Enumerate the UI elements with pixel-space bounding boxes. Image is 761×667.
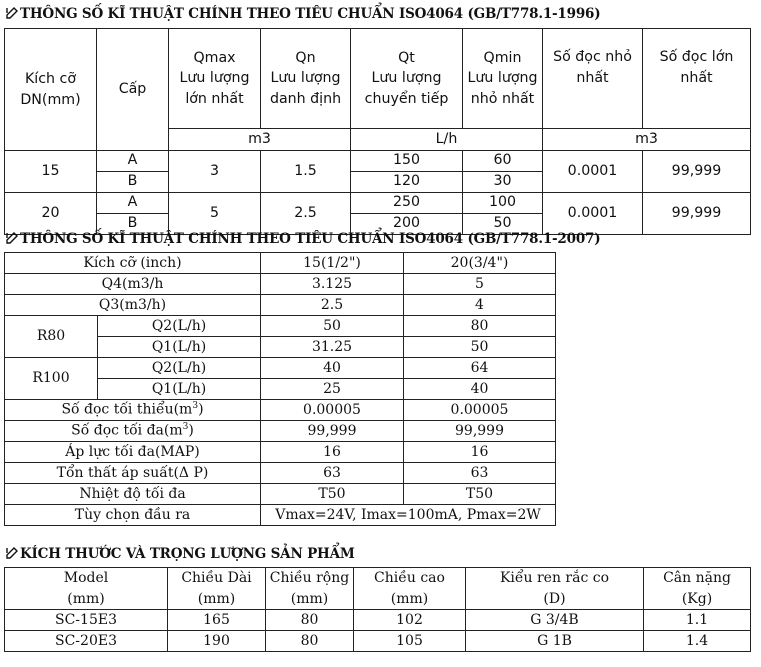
- r100-q2-v1: 40: [261, 358, 404, 379]
- qmin-cell: 50: [463, 214, 543, 235]
- q4-label: Q4(m3/h: [5, 274, 261, 295]
- r100-q1-v2: 40: [404, 379, 556, 400]
- pressure-loss-label: Tổn thất áp suất(Δ P): [5, 463, 261, 484]
- max-reading-v2: 99,999: [404, 421, 556, 442]
- table-row: [5, 400, 556, 421]
- length-cell: 165: [168, 610, 266, 631]
- height-cell: 105: [354, 631, 466, 652]
- width-cell: 80: [266, 610, 354, 631]
- size-label: Kích cỡ (inch): [5, 253, 261, 274]
- model-cell: SC-15E3: [5, 610, 168, 631]
- min-reading-cell: 0.0001: [543, 151, 643, 193]
- size-col2: 20(3/4"): [404, 253, 556, 274]
- height-cell: 102: [354, 610, 466, 631]
- qt-cell: 200: [351, 214, 463, 235]
- size-cell: 15: [5, 151, 97, 193]
- edit-pencil-icon: [6, 547, 18, 559]
- thread-cell: G 1B: [466, 631, 644, 652]
- length-cell: 190: [168, 631, 266, 652]
- header-grade: Cấp: [97, 29, 169, 151]
- max-reading-cell: 99,999: [643, 193, 751, 235]
- header-size: Kích cỡ DN(mm): [5, 29, 97, 151]
- table-row: [5, 253, 556, 274]
- width-cell: 80: [266, 631, 354, 652]
- max-temp-v1: T50: [261, 484, 404, 505]
- table-row: [5, 442, 556, 463]
- r80-q2-label: Q2(L/h): [98, 316, 261, 337]
- q4-v2: 5: [404, 274, 556, 295]
- qmin-cell: 60: [463, 151, 543, 172]
- qmax-cell: 3: [169, 151, 261, 193]
- max-reading-label: Số đọc tối $đa(m^3)$: [5, 421, 261, 442]
- map-v2: 16: [404, 442, 556, 463]
- grade-cell: B: [97, 214, 169, 235]
- output-label: Tùy chọn đầu ra: [5, 505, 261, 526]
- table-row: [5, 193, 751, 214]
- table-row: [5, 358, 556, 379]
- min-reading-cell: 0.0001: [543, 193, 643, 235]
- header-weight: Cân nặng (Kg): [644, 568, 751, 610]
- spec-table-2007: [4, 252, 556, 526]
- grade-cell: A: [97, 193, 169, 214]
- table-row: [5, 505, 556, 526]
- table-row: [5, 631, 751, 652]
- weight-cell: 1.4: [644, 631, 751, 652]
- r80-q1-v1: 31.25: [261, 337, 404, 358]
- header-qmin: Qmin Lưu lượng nhỏ nhất: [463, 29, 543, 129]
- pressure-loss-v1: 63: [261, 463, 404, 484]
- unit-reading: m3: [543, 129, 751, 151]
- r80-q1-label: Q1(L/h): [98, 337, 261, 358]
- table-row: [5, 295, 556, 316]
- map-label: Áp lực tối đa(MAP): [5, 442, 261, 463]
- table-row: [5, 463, 556, 484]
- table-header-row: [5, 29, 751, 129]
- r80-q2-v2: 80: [404, 316, 556, 337]
- qt-cell: 150: [351, 151, 463, 172]
- table-row: [5, 274, 556, 295]
- max-temp-label: Nhiệt độ tối đa: [5, 484, 261, 505]
- q3-label: Q3(m3/h): [5, 295, 261, 316]
- q3-v1: 2.5: [261, 295, 404, 316]
- r100-q1-v1: 25: [261, 379, 404, 400]
- max-reading-cell: 99,999: [643, 151, 751, 193]
- table-header-row: [5, 568, 751, 610]
- table-row: [5, 610, 751, 631]
- section2-heading: [6, 231, 600, 247]
- r80-label: R80: [5, 316, 98, 358]
- section1-title: THÔNG SỐ KĨ THUẬT CHÍNH THEO TIÊU CHUẨN ISO4064 (GB/T778.1-1996): [20, 6, 601, 22]
- q4-v1: 3.125: [261, 274, 404, 295]
- pressure-loss-v2: 63: [404, 463, 556, 484]
- r80-q2-v1: 50: [261, 316, 404, 337]
- table-row: [5, 484, 556, 505]
- model-cell: SC-20E3: [5, 631, 168, 652]
- thread-cell: G 3/4B: [466, 610, 644, 631]
- section1-heading: [6, 6, 600, 22]
- map-v1: 16: [261, 442, 404, 463]
- output-value: Vmax=24V, Imax=100mA, Pmax=2W: [261, 505, 556, 526]
- min-reading-v1: 0.00005: [261, 400, 404, 421]
- qn-cell: 2.5: [261, 193, 351, 235]
- header-qmax: Qmax Lưu lượng lớn nhất: [169, 29, 261, 129]
- grade-cell: A: [97, 151, 169, 172]
- section3-heading: [6, 546, 355, 562]
- header-qt: Qt Lưu lượng chuyển tiếp: [351, 29, 463, 129]
- unit-m3: m3: [169, 129, 351, 151]
- r100-q1-label: Q1(L/h): [98, 379, 261, 400]
- r100-q2-v2: 64: [404, 358, 556, 379]
- header-min-reading: Số đọc nhỏ nhất: [543, 29, 643, 129]
- dimensions-table: [4, 567, 751, 652]
- header-width: Chiều rộng (mm): [266, 568, 354, 610]
- max-temp-v2: T50: [404, 484, 556, 505]
- size-col1: 15(1/2"): [261, 253, 404, 274]
- q3-v2: 4: [404, 295, 556, 316]
- header-qn: Qn Lưu lượng danh định: [261, 29, 351, 129]
- unit-lh: L/h: [351, 129, 543, 151]
- table-row: [5, 421, 556, 442]
- r100-label: R100: [5, 358, 98, 400]
- qmin-cell: 100: [463, 193, 543, 214]
- min-reading-label: Số đọc tối $thiểu(m^3)$: [5, 400, 261, 421]
- section2-title: THÔNG SỐ KĨ THUẬT CHÍNH THEO TIÊU CHUẨN ISO4064 (GB/T778.1-2007): [20, 231, 601, 247]
- grade-cell: B: [97, 172, 169, 193]
- edit-pencil-icon: [6, 232, 18, 244]
- size-cell: 20: [5, 193, 97, 235]
- table-row: [5, 316, 556, 337]
- header-model: Model (mm): [5, 568, 168, 610]
- edit-pencil-icon: [6, 7, 18, 19]
- header-height: Chiều cao (mm): [354, 568, 466, 610]
- header-length: Chiều Dài (mm): [168, 568, 266, 610]
- qt-cell: 250: [351, 193, 463, 214]
- header-thread: Kiểu ren rắc co (D): [466, 568, 644, 610]
- r100-q2-label: Q2(L/h): [98, 358, 261, 379]
- r80-q1-v2: 50: [404, 337, 556, 358]
- qmax-cell: 5: [169, 193, 261, 235]
- qn-cell: 1.5: [261, 151, 351, 193]
- qmin-cell: 30: [463, 172, 543, 193]
- weight-cell: 1.1: [644, 610, 751, 631]
- table-row: [5, 151, 751, 172]
- max-reading-v1: 99,999: [261, 421, 404, 442]
- min-reading-v2: 0.00005: [404, 400, 556, 421]
- spec-table-1996: [4, 28, 751, 235]
- qt-cell: 120: [351, 172, 463, 193]
- section3-title: KÍCH THƯỚC VÀ TRỌNG LƯỢNG SẢN PHẨM: [20, 546, 355, 562]
- header-max-reading: Số đọc lớn nhất: [643, 29, 751, 129]
